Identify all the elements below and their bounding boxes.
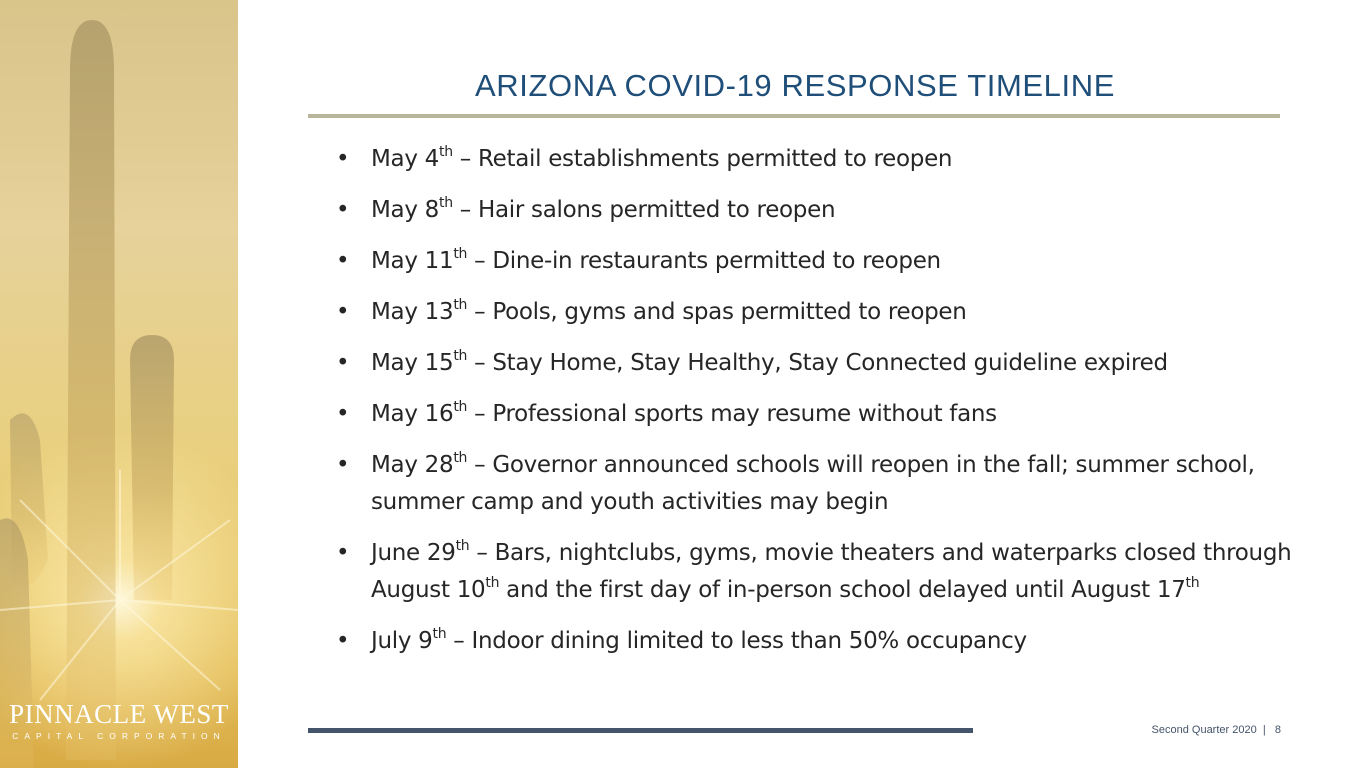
bullet-icon: • xyxy=(336,350,350,376)
bullet-date: July 9 xyxy=(371,628,433,654)
bullet-icon: • xyxy=(336,197,350,223)
bullet-icon: • xyxy=(336,452,350,478)
timeline-list xyxy=(336,141,1326,674)
list-item xyxy=(336,345,1326,382)
bullet-date: June 29 xyxy=(371,540,456,566)
ordinal-suffix: th xyxy=(453,348,468,364)
bullet-text: – Dine-in restaurants permitted to reopen xyxy=(467,248,941,274)
footer-separator: | xyxy=(1262,724,1266,736)
list-item xyxy=(336,447,1326,521)
list-item xyxy=(336,294,1326,331)
list-item xyxy=(336,623,1326,660)
page-number: 8 xyxy=(1274,724,1281,736)
bullet-date: May 11 xyxy=(371,248,454,274)
bullet-text: – Hair salons permitted to reopen xyxy=(452,197,836,223)
bullet-text: – Indoor dining limited to less than 50% occupancy xyxy=(446,628,1027,654)
bullet-text: – Retail establishments permitted to reopen xyxy=(452,146,953,172)
footer-divider xyxy=(308,728,973,733)
ordinal-suffix: th xyxy=(439,144,453,160)
ordinal-suffix: th xyxy=(432,626,447,642)
logo-subtitle: CAPITAL CORPORATION xyxy=(12,731,226,741)
bullet-icon: • xyxy=(336,628,350,654)
bullet-text: – Pools, gyms and spas permitted to reopen xyxy=(467,299,967,325)
company-logo xyxy=(0,700,238,742)
list-item xyxy=(336,192,1326,229)
ordinal-suffix: th xyxy=(1185,575,1200,591)
bullet-date: May 15 xyxy=(371,350,454,376)
bullet-text: – Bars, nightclubs, gyms, movie theaters and waterparks closed through August 10 xyxy=(371,540,1292,603)
bullet-text: – Stay Home, Stay Healthy, Stay Connected guideline expired xyxy=(467,350,1168,376)
sidebar-image xyxy=(0,0,238,768)
bullet-date: May 28 xyxy=(371,452,454,478)
ordinal-suffix: th xyxy=(453,399,468,415)
bullet-text: – Professional sports may resume without fans xyxy=(467,401,997,427)
list-item xyxy=(336,396,1326,433)
title-divider xyxy=(308,114,1280,118)
ordinal-suffix: th xyxy=(455,538,470,554)
list-item xyxy=(336,243,1326,280)
bullet-text: and the first day of in-person school delayed until August 17 xyxy=(499,577,1186,603)
bullet-date: May 8 xyxy=(371,197,439,223)
slide-title: ARIZONA COVID-19 RESPONSE TIMELINE xyxy=(475,68,1115,103)
bullet-date: May 4 xyxy=(371,146,439,172)
list-item xyxy=(336,141,1326,178)
ordinal-suffix: th xyxy=(485,575,500,591)
bullet-date: May 16 xyxy=(371,401,454,427)
bullet-date: May 13 xyxy=(371,299,454,325)
list-item xyxy=(336,535,1326,609)
bullet-icon: • xyxy=(336,540,350,566)
ordinal-suffix: th xyxy=(453,450,468,466)
bullet-icon: • xyxy=(336,299,350,325)
slide-footer xyxy=(1152,724,1281,736)
saguaro-cactus-silhouette xyxy=(0,0,238,768)
ordinal-suffix: th xyxy=(453,246,468,262)
ordinal-suffix: th xyxy=(439,195,453,211)
ordinal-suffix: th xyxy=(453,297,468,313)
bullet-icon: • xyxy=(336,248,350,274)
logo-name: PINNACLE WEST xyxy=(9,699,229,729)
footer-quarter: Second Quarter 2020 xyxy=(1151,724,1257,736)
bullet-icon: • xyxy=(336,401,350,427)
bullet-icon: • xyxy=(336,146,350,172)
bullet-text: – Governor announced schools will reopen in the fall; summer school, summer camp and youth activities may begin xyxy=(371,452,1255,515)
